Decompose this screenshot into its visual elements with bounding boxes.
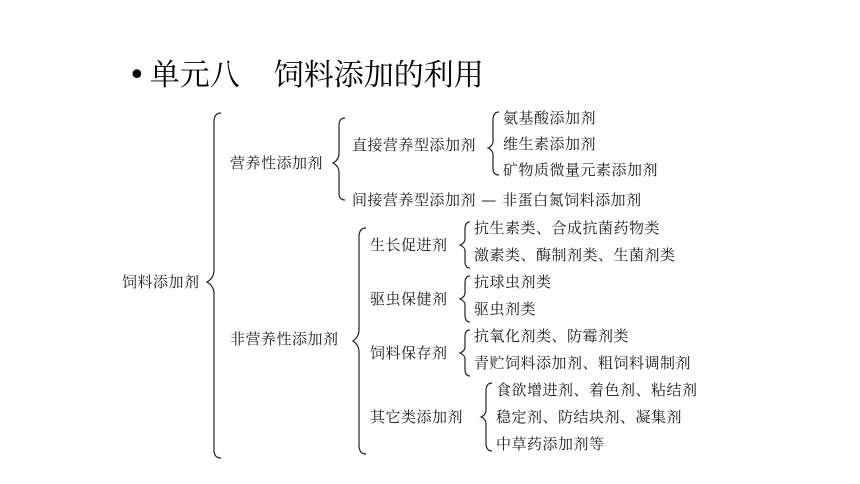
- leaf-parasite-2: 驱虫剂类: [474, 300, 537, 318]
- leaf-growth-2: 激素类、酶制剂类、生菌剂类: [474, 246, 676, 264]
- node-direct: 直接营养型添加剂: [352, 136, 477, 154]
- brace-preserve: [460, 330, 470, 376]
- node-indirect: [352, 190, 642, 210]
- brace-direct: [488, 112, 499, 175]
- node-growth: 生长促进剂: [370, 236, 448, 254]
- leaf-direct-2: 维生素添加剂: [503, 135, 597, 153]
- brace-growth: [460, 222, 470, 268]
- node-parasite: 驱虫保健剂: [370, 290, 448, 308]
- node-root: 饲料添加剂: [122, 273, 200, 291]
- title-unit: 单元八: [149, 58, 240, 93]
- leaf-other-3: 中草药添加剂等: [496, 435, 605, 453]
- leaf-indirect: 非蛋白氮饲料添加剂: [502, 191, 642, 209]
- leaf-direct-3: 矿物质微量元素添加剂: [503, 161, 659, 179]
- leaf-other-1: 食欲增进剂、着色剂、粘结剂: [496, 381, 698, 399]
- leaf-preserve-2: 青贮饲料添加剂、粗饲料调制剂: [474, 354, 692, 372]
- node-other: 其它类添加剂: [370, 408, 464, 426]
- brace-nonnutritive: [353, 228, 366, 454]
- brace-other: [481, 383, 492, 451]
- leaf-preserve-1: 抗氧化剂类、防霉剂类: [474, 327, 630, 345]
- brace-nutritive: [333, 118, 345, 200]
- brace-root: [207, 113, 221, 458]
- title-bullet: •: [128, 58, 146, 93]
- indirect-dash: —: [481, 191, 497, 209]
- leaf-other-2: 稳定剂、防结块剂、凝集剂: [496, 408, 683, 426]
- title-text: 饲料添加的利用: [273, 58, 484, 93]
- leaf-growth-1: 抗生素类、合成抗菌药物类: [474, 219, 661, 237]
- node-nutritive: 营养性添加剂: [230, 154, 324, 172]
- node-indirect-label: 间接营养型添加剂: [352, 191, 477, 209]
- leaf-direct-1: 氨基酸添加剂: [503, 109, 597, 127]
- brace-parasite: [460, 276, 470, 322]
- leaf-parasite-1: 抗球虫剂类: [474, 273, 552, 291]
- node-nonnutritive: 非营养性添加剂: [230, 330, 339, 348]
- node-preserve: 饲料保存剂: [370, 344, 448, 362]
